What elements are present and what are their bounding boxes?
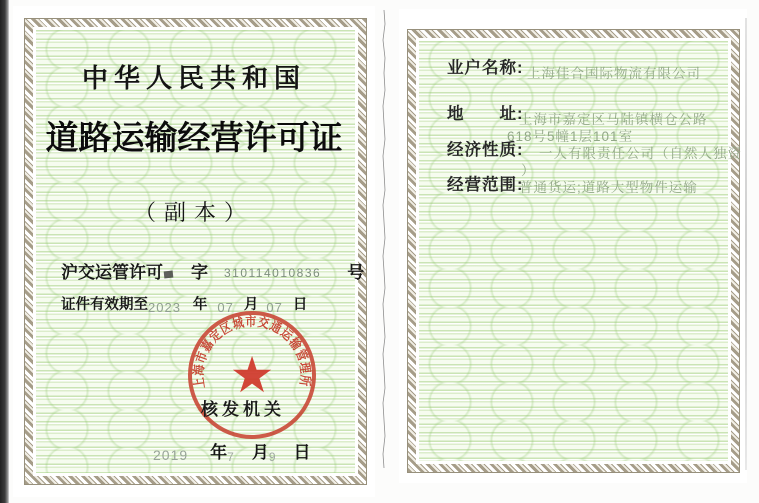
day-unit: 日 (292, 297, 308, 313)
field-value-economic-nature-cont: ） (521, 163, 536, 178)
month-unit: 月 (243, 297, 259, 313)
field-label-business-scope: 经营范围: (447, 176, 524, 194)
page-right-edge-shadow (745, 18, 747, 470)
permit-cover-page (13, 6, 375, 497)
copy-type-label: （副本） (133, 200, 254, 225)
field-value-address-line2: 618号5幢1层101室 (507, 129, 634, 144)
country-heading: 中华人民共和国 (81, 64, 306, 93)
issue-day-unit: 日 (293, 443, 311, 462)
ornate-border-frame (408, 30, 739, 472)
red-star-icon: ★ (229, 347, 275, 403)
issue-month-unit: 月 (251, 443, 269, 462)
scanner-dark-edge (0, 0, 9, 503)
issue-year-unit: 年 (210, 443, 228, 462)
redaction-mark (164, 271, 174, 279)
issue-month-value: 7 (227, 450, 234, 464)
field-value-business-scope: 普通货运;道路大型物件运输 (519, 180, 698, 195)
field-value-economic-nature: 一人有限责任公司（自然人独资 (539, 146, 742, 161)
license-suffix: 号 (347, 263, 365, 282)
field-label-address: 地 址: (447, 105, 524, 123)
red-round-seal-icon (177, 300, 327, 450)
license-number: 310114010836 (224, 266, 322, 280)
year-unit: 年 (192, 297, 208, 313)
validity-day: 07 (266, 300, 283, 315)
issuer-label: 核发机关 (201, 400, 285, 419)
license-zi: 字 (191, 263, 208, 282)
validity-label: 证件有效期至 (61, 297, 148, 313)
seal-circle-text: 上海市嘉定区城市交通运输管理所 (190, 313, 314, 390)
certificate-title: 道路运输经营许可证 (45, 119, 343, 156)
issue-year: 2019 (153, 447, 189, 463)
field-label-business-name: 业户名称: (447, 59, 524, 77)
license-prefix: 沪交运管许可 (61, 263, 163, 282)
issue-day-value: 9 (268, 450, 276, 464)
field-value-business-name: 上海佳合国际物流有限公司 (527, 66, 701, 81)
field-label-economic-nature: 经济性质: (447, 141, 524, 159)
page-fold-edge (380, 10, 388, 496)
permit-details-page (399, 9, 747, 483)
issue-date-row (153, 438, 311, 463)
validity-month: 07 (217, 300, 234, 315)
field-value-address-line1: 上海市嘉定区马陆镇横仓公路 (519, 112, 708, 127)
validity-year: 2023 (148, 300, 181, 315)
license-number-row (61, 258, 364, 283)
